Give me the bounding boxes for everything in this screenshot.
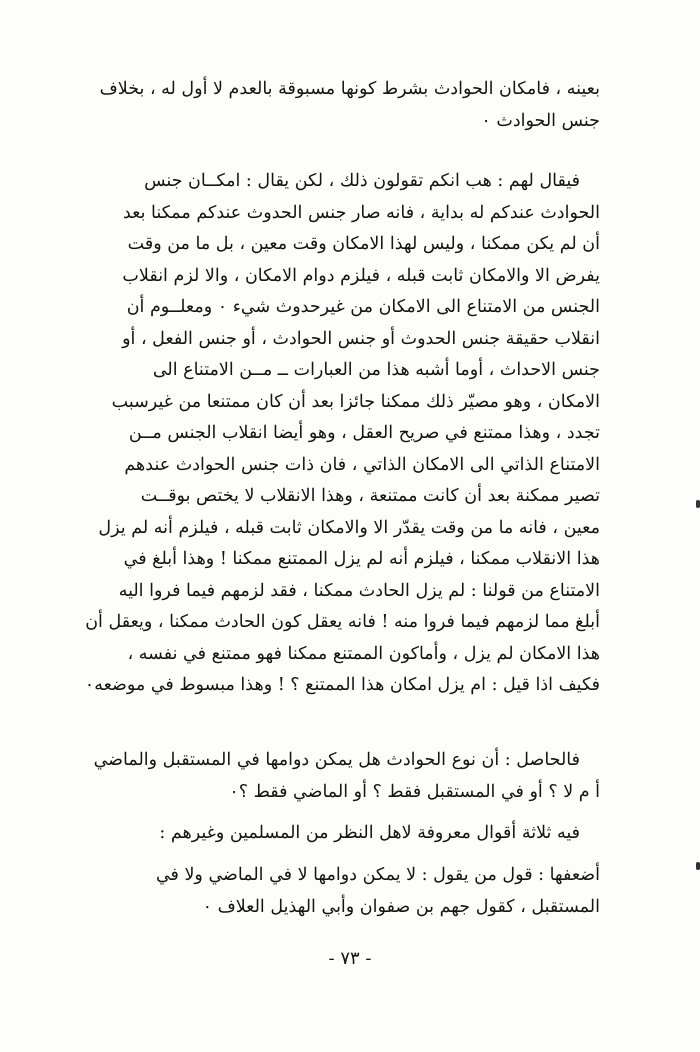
text-line: أضعفها : قول من يقول : لا يمكن دوامها لا في الماضي ولا في [155,865,600,885]
text-line: هذا الانقلاب ممكنا ، فيلزم أنه لم يزل الممتنع ممكنا ! وهذا أبلغ في [123,549,600,569]
text-line: الامتناع من قولنا : لم يزل الحادث ممكنا ، فقد لزمهم فيما فروا اليه [118,580,600,601]
paragraph-3 [93,745,600,808]
text-line: الجنس من الامتناع الى الامكان من غيرحدوث شيء ٠ ومعلــوم أن [126,297,600,317]
text-line: معين ، فانه ما من وقت يقدّر الا والامكان ثابت قبله ، فيلزم أنه لم يزل [98,517,600,538]
text-line: انقلاب حقيقة جنس الحدوث أو جنس الحوادث ، أو جنس الفعل ، أو [122,328,600,349]
text-line: أ م لا ؟ أو في المستقبل فقط ؟ أو الماضي فقط ؟٠ [229,781,600,802]
text-line: فيقال لهم : هب انكم تقولون ذلك ، لكن يقال : امكــان جنس [144,171,580,191]
text-line: الامكان ، وهو مصيّر ذلك ممكنا جائزا بعد أن كان ممتنعا من غيرسبب [111,391,600,412]
text-line: الحوادث عندكم له بداية ، فانه صار جنس الحدوث عندكم ممكنا بعد [122,202,600,223]
text-line: تجدد ، وهذا ممتنع في صريح العقل ، وهو أيضا انقلاب الجنس مــن [128,423,600,443]
text-line: فيه ثلاثة أقوال معروفة لاهل النظر من المسلمين وغيرهم : [159,823,580,843]
text-line: بعينه ، فامكان الحوادث بشرط كونها مسبوقة بالعدم لا أول له ، بخلاف [99,79,600,99]
text-line: أن لم يكن ممكنا ، وليس لهذا الامكان وقت معين ، بل ما من وقت [127,234,600,254]
text-line: المستقبل ، كقول جهم بن صفوان وأبي الهذيل العلاف ٠ [202,896,600,917]
page-number: - ٧٣ - [328,948,372,969]
paragraph-2 [84,166,600,702]
text-line: فالحاصل : أن نوع الحوادث هل يمكن دوامها في المستقبل والماضي [93,750,580,770]
text-line: تصير ممكنة بعد أن كانت ممتنعة ، وهذا الانقلاب لا يختص بوقــت [140,486,600,506]
text-line: يفرض الا والامكان ثابت قبله ، فيلزم دوام الامكان ، والا لزم انقلاب [122,265,600,286]
binding-mark [696,862,700,870]
text-line: الامتناع الذاتي الى الامكان الذاتي ، فان ذات جنس الحوادث عندهم [124,454,600,475]
text-line: جنس الاحداث ، أوما أشبه هذا من العبارات ــ مــن الامتناع الى [152,360,600,380]
text-line: جنس الحوادث ٠ [481,110,600,131]
text-line: فكيف اذا قيل : ام يزل امكان هذا الممتنع ؟ ! وهذا مبسوط في موضعه٠ [84,675,600,695]
text-line: هذا الامكان لم يزل ، وأماكون الممتنع ممكنا فهو ممتنع في نفسه ، [127,643,600,664]
paragraph-4 [100,818,600,850]
paragraph-5 [100,860,600,923]
binding-mark [696,500,700,508]
paragraph-1 [100,74,600,137]
text-line: أبلغ مما لزمهم فيما فروا منه ! فانه يعقل كون الحادث ممكنا ، ويعقل أن [85,612,600,632]
